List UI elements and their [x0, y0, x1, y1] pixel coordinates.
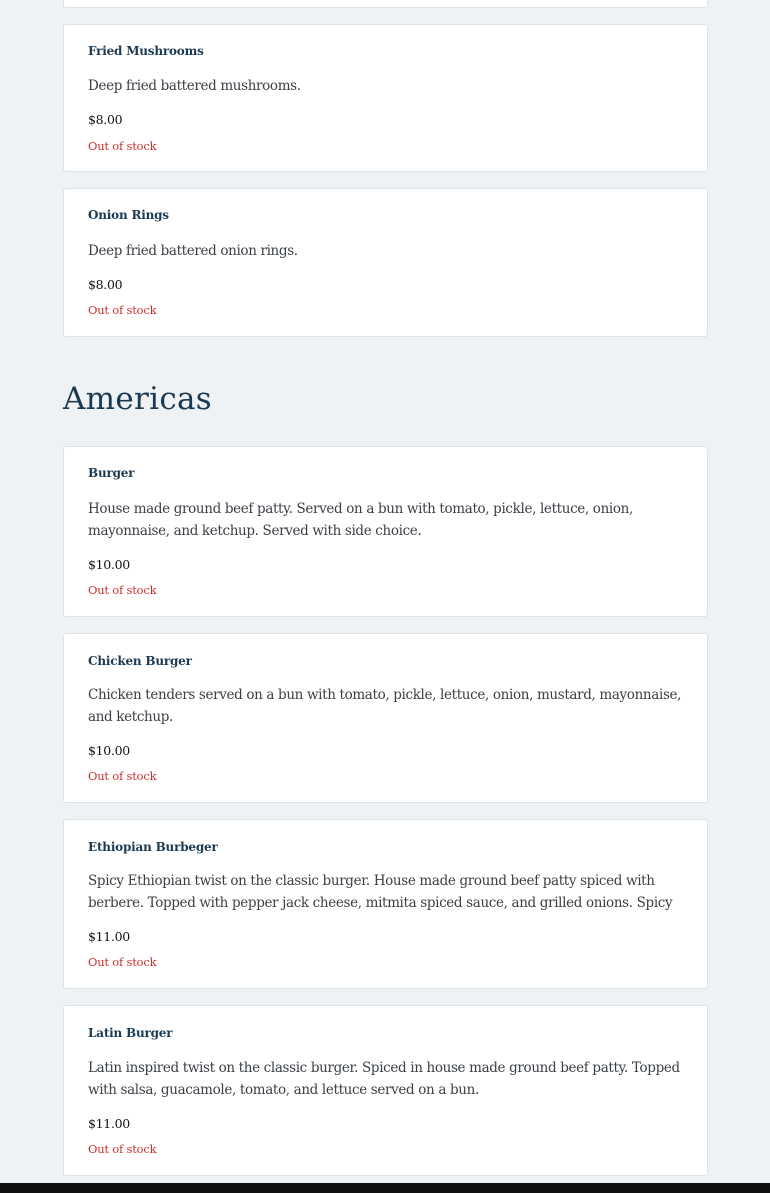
item-price: $11.00	[88, 929, 130, 944]
menu-item-card[interactable]	[63, 188, 708, 337]
stock-status: Out of stock	[88, 303, 157, 317]
item-description: House made ground beef patty. Served on a bun with tomato, pickle, lettuce, onion, mayonnaise, and ketchup. Served with side choice.	[88, 501, 633, 539]
footer-bar	[0, 1183, 770, 1193]
item-description: Deep fried battered mushrooms.	[88, 78, 301, 94]
stock-status: Out of stock	[88, 583, 157, 597]
stock-status: Out of stock	[88, 769, 157, 783]
item-name: Onion Rings	[88, 208, 169, 222]
stock-status: Out of stock	[88, 139, 157, 153]
menu-item-card[interactable]	[63, 819, 708, 989]
item-price: $8.00	[88, 277, 123, 292]
item-price: $11.00	[88, 1116, 130, 1131]
item-price: $10.00	[88, 557, 130, 572]
item-name: Latin Burger	[88, 1026, 173, 1040]
menu-item-card-partial[interactable]	[63, 0, 708, 8]
menu-item-card[interactable]	[63, 24, 708, 172]
item-description: Chicken tenders served on a bun with tomato, pickle, lettuce, onion, mustard, mayonnaise, and ketchup.	[88, 687, 682, 725]
item-description: Deep fried battered onion rings.	[88, 243, 298, 259]
item-name: Fried Mushrooms	[88, 44, 204, 58]
menu-item-card[interactable]	[63, 633, 708, 803]
item-name: Chicken Burger	[88, 654, 192, 668]
stock-status: Out of stock	[88, 955, 157, 969]
item-name: Burger	[88, 466, 135, 480]
item-name: Ethiopian Burbeger	[88, 840, 218, 854]
item-description: Spicy Ethiopian twist on the classic burger. House made ground beef patty spiced with berbere. Topped with pepper jack cheese, mitmita spiced sauce, and grilled onions. Spicy	[88, 873, 673, 911]
section-title: Americas	[63, 381, 213, 417]
item-price: $8.00	[88, 112, 123, 127]
menu-item-card[interactable]	[63, 1005, 708, 1176]
item-price: $10.00	[88, 743, 130, 758]
menu-item-card[interactable]	[63, 446, 708, 617]
item-description: Latin inspired twist on the classic burger. Spiced in house made ground beef patty. Topped with salsa, guacamole, tomato, and lettuce served on a bun.	[88, 1060, 680, 1098]
stock-status: Out of stock	[88, 1142, 157, 1156]
